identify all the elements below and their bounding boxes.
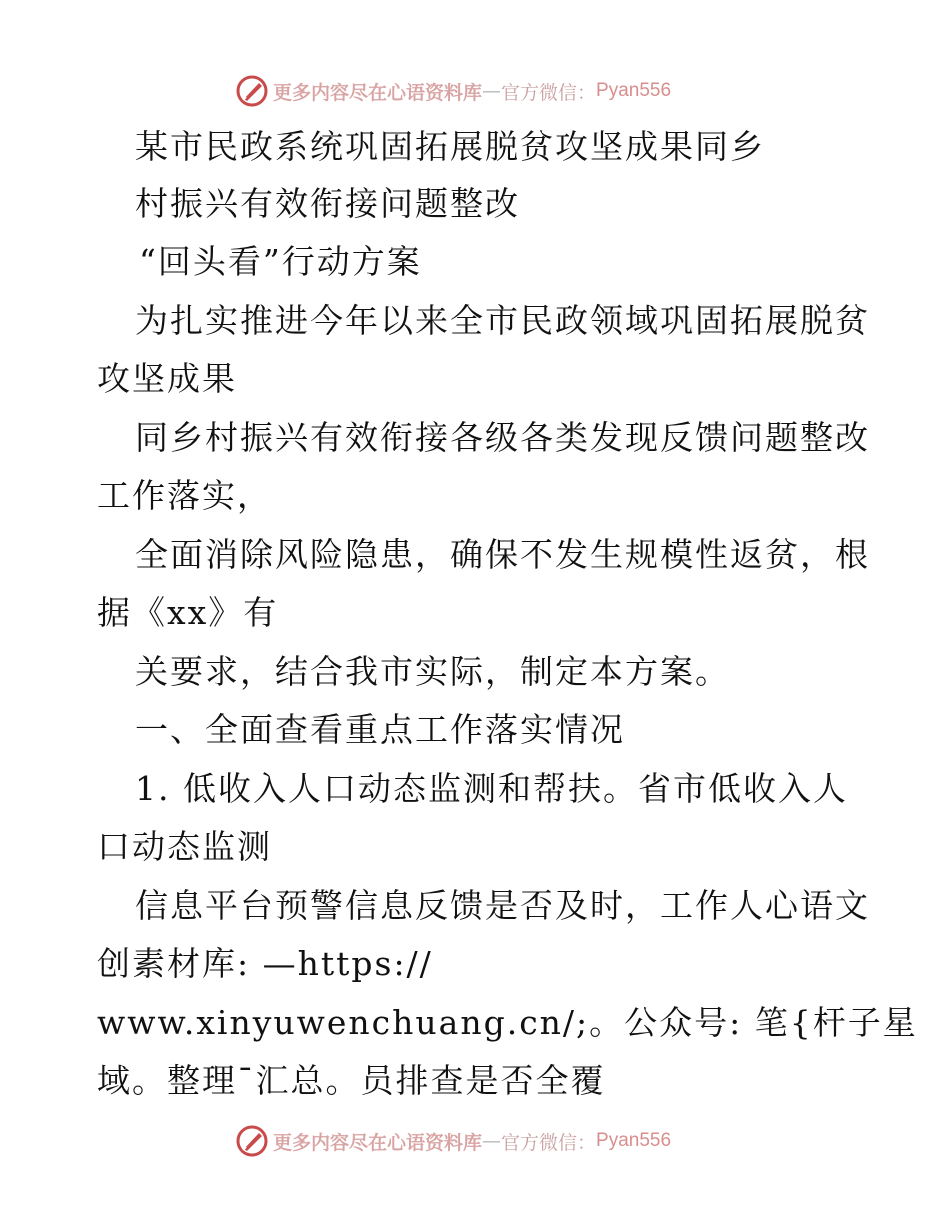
title-line-2: 村振兴有效衔接问题整改 [135,184,520,223]
watermark-subtitle: 官方微信： [501,1131,597,1154]
paragraph-line: 为扎实推进今年以来全市民政领域巩固拓展脱贫 [135,301,870,340]
paragraph-line: 攻坚成果 [97,359,237,398]
watermark-separator: — [482,80,502,102]
paragraph-line: 信息平台预警信息反馈是否及时，工作人心语文 [135,886,870,925]
paragraph-line: 创素材库: —https:// [97,944,433,983]
watermark-subtitle: 官方微信： [501,81,597,104]
paragraph-line: 1. 低收入人口动态监测和帮扶。省市低收入人 [135,769,848,808]
quill-seal-icon [235,1124,269,1158]
footer-watermark [235,1123,671,1159]
watermark-title: 更多内容尽在心语资料库 [273,1131,483,1154]
section-heading: 一、全面查看重点工作落实情况 [135,710,625,749]
paragraph-line: 据《xx》有 [97,593,279,632]
watermark-separator: — [482,1130,502,1152]
quill-seal-icon [235,74,269,108]
watermark-wechat-id: Pyan556 [596,80,672,101]
paragraph-line: 工作落实， [97,476,272,515]
paragraph-line: www.xinyuwenchuang.cn/;。公众号: 笔{杆子星 [97,1003,918,1042]
title-line-1: 某市民政系统巩固拓展脱贫攻坚成果同乡 [135,127,765,166]
paragraph-line: 域。整理¯汇总。员排查是否全覆 [97,1061,606,1100]
title-line-3: “回头看”行动方案 [139,242,422,281]
paragraph-line: 同乡村振兴有效衔接各级各类发现反馈问题整改 [135,418,870,457]
watermark-title: 更多内容尽在心语资料库 [273,81,483,104]
paragraph-line: 全面消除风险隐患，确保不发生规模性返贫，根 [135,535,870,574]
paragraph-line: 口动态监测 [97,827,272,866]
header-watermark [235,73,671,109]
watermark-wechat-id: Pyan556 [596,1130,672,1151]
paragraph-line: 关要求，结合我市实际，制定本方案。 [135,652,730,691]
